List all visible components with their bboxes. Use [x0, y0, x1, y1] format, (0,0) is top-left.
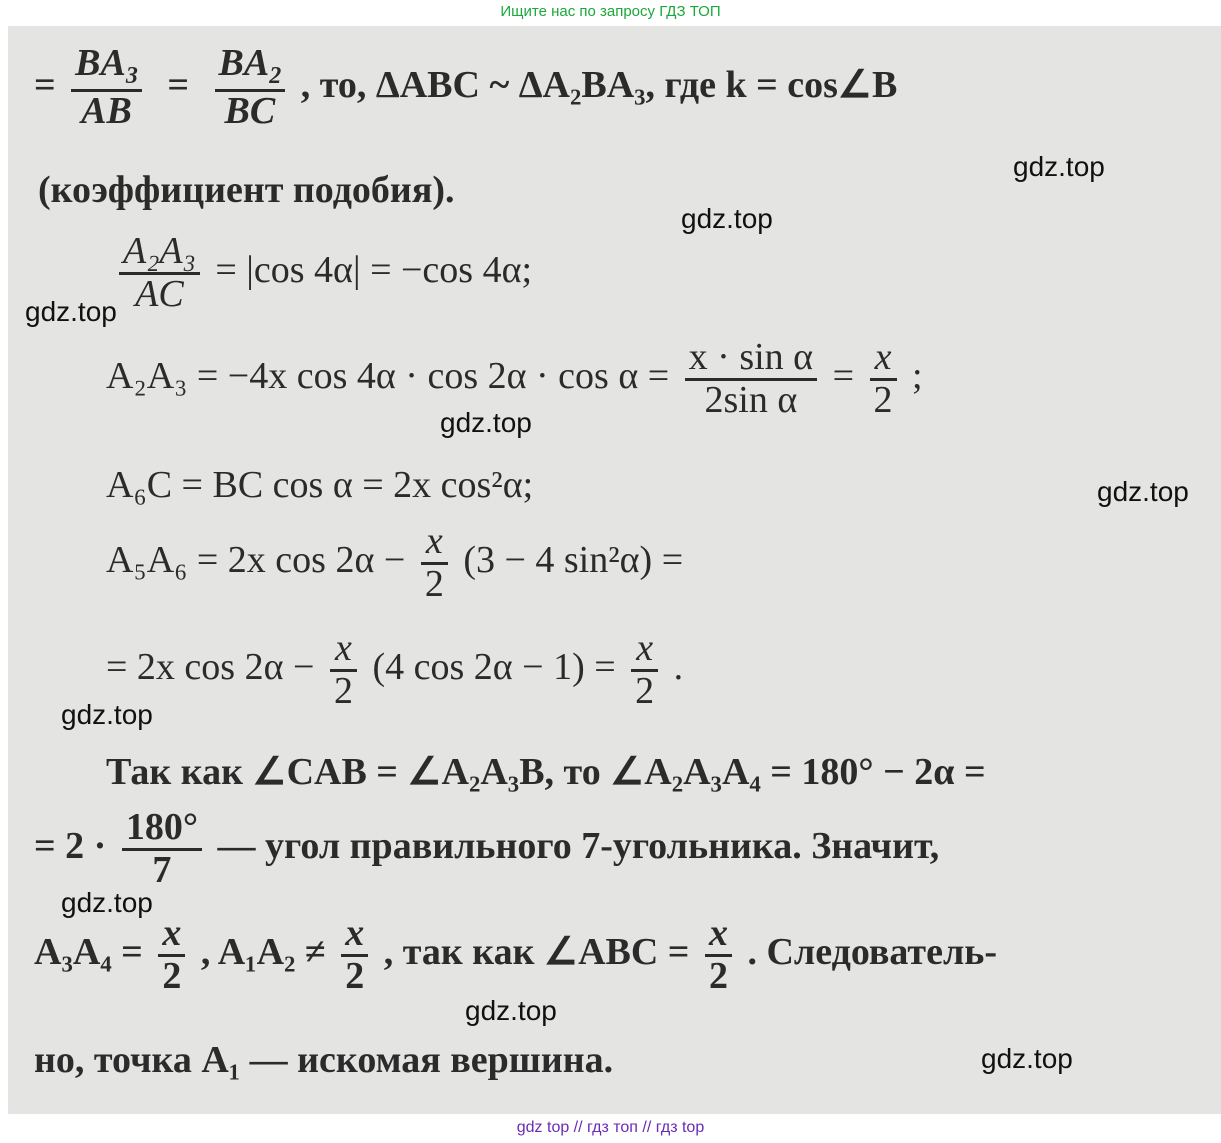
watermark: gdz.top [1097, 476, 1189, 507]
watermark: gdz.top [465, 995, 557, 1026]
footer-link-gdz-top-mixed[interactable]: гдз top [655, 1119, 705, 1136]
fraction-x-2 [158, 914, 185, 997]
line-9 [34, 808, 939, 891]
denominator: 2 [635, 669, 655, 712]
similarity-statement: , то, ΔABC ~ ΔA₂BA₃, где k = cos∠B [300, 63, 898, 106]
numerator: 180° [122, 808, 202, 851]
a5a6-expression: A₅A₆ = 2x cos 2α − [106, 539, 406, 582]
cos-expression: = |cos 4α| = −cos 4α; [215, 249, 533, 292]
fraction-180-7 [122, 808, 202, 891]
fraction-xsin-2sin [685, 338, 817, 421]
numerator: x [330, 629, 357, 672]
a3a4-expression: A₃A₄ = [34, 931, 143, 974]
search-hint-link[interactable]: Ищите нас по запросу ГДЗ ТОП [500, 3, 721, 20]
fraction-x-2 [341, 914, 368, 997]
fraction-x-2 [705, 914, 732, 997]
bracket-expression: (4 cos 2α − 1) = [372, 646, 616, 689]
numerator: x [705, 914, 732, 957]
numerator: x [421, 522, 448, 565]
denominator: 2sin α [704, 378, 798, 421]
footer-separator: // [569, 1119, 588, 1136]
angle-statement: , так как ∠ABC = [383, 931, 690, 974]
watermark: gdz.top [25, 296, 117, 327]
semicolon: ; [912, 355, 923, 398]
numerator: x · sin α [685, 338, 817, 381]
numerator: x [631, 629, 658, 672]
denominator: BC [224, 90, 276, 133]
watermark: gdz.top [440, 407, 532, 438]
watermark: gdz.top [1013, 151, 1105, 182]
fraction-a2a3-ac [119, 232, 200, 315]
watermark: gdz.top [681, 203, 773, 234]
line-11: но, точка A₁ — искомая вершина. [34, 1039, 614, 1081]
numerator: x [341, 914, 368, 957]
fraction-x-2 [870, 338, 897, 421]
denominator: 2 [873, 378, 893, 421]
bracket-expression: (3 − 4 sin²α) = [463, 539, 684, 582]
period: . [673, 646, 684, 689]
line-6 [106, 522, 683, 605]
top-banner [0, 0, 1221, 26]
denominator: 2 [333, 669, 353, 712]
line-1: = $\frac{BA_3}{AB}$ = $\frac{BA_2}{BC}$ , то, ΔABC ~ ΔA₂BA₃, где k = cos∠B [34, 42, 898, 133]
line-8: Так как ∠CAB = ∠A₂A₃B, то ∠A₂A₃A₄ = 180° − 2α = [106, 751, 986, 793]
denominator: 2 [708, 954, 728, 997]
denominator: 7 [152, 848, 172, 891]
product-expression: = 2 · [34, 825, 107, 868]
denominator: AC [135, 272, 184, 315]
watermark: gdz.top [61, 887, 153, 918]
scanned-page [8, 26, 1221, 1114]
footer-link-gdz-top[interactable]: gdz top [516, 1119, 570, 1136]
numerator: x [158, 914, 185, 957]
numerator: BA [75, 42, 126, 84]
continued-expression: = 2x cos 2α − [106, 646, 315, 689]
line-5: A₆C = BC cos α = 2x cos²α; [106, 464, 534, 506]
bottom-links-bar [0, 1114, 1221, 1143]
fraction-x-2 [330, 629, 357, 712]
denominator: AB [81, 90, 132, 133]
line-10 [34, 914, 997, 997]
a2a3-expression: A₂A₃ = −4x cos 4α · cos 2α · cos α = [106, 355, 670, 398]
footer-separator: // [637, 1119, 656, 1136]
denominator: 2 [162, 954, 182, 997]
footer-link-gdz-top-ru[interactable]: гдз топ [587, 1119, 638, 1136]
equals-sign: = [34, 63, 56, 106]
numerator: x [870, 338, 897, 381]
denominator: 2 [345, 954, 365, 997]
denominator: 2 [424, 562, 444, 605]
watermark: gdz.top [61, 699, 153, 730]
conclusion-start: . Следователь- [747, 931, 998, 974]
numerator: BA [218, 42, 270, 84]
equals-sign: = [832, 355, 855, 398]
heptagon-statement: — угол правильного 7-угольника. Значит, [217, 825, 940, 868]
a1a2-expression: , A₁A₂ ≠ [200, 931, 326, 974]
subscript: 2 [269, 63, 282, 89]
numerator: A₂A₃ [119, 232, 200, 275]
line-2: (коэффициент подобия). [38, 169, 455, 211]
fraction-x-2 [421, 522, 448, 605]
line-3 [113, 232, 532, 315]
watermark: gdz.top [981, 1043, 1073, 1074]
subscript: 3 [125, 63, 138, 89]
fraction-ba2-bc [215, 44, 286, 132]
fraction-x-2 [631, 629, 658, 712]
fraction-ba3-ab [71, 44, 142, 132]
line-7 [106, 629, 683, 712]
